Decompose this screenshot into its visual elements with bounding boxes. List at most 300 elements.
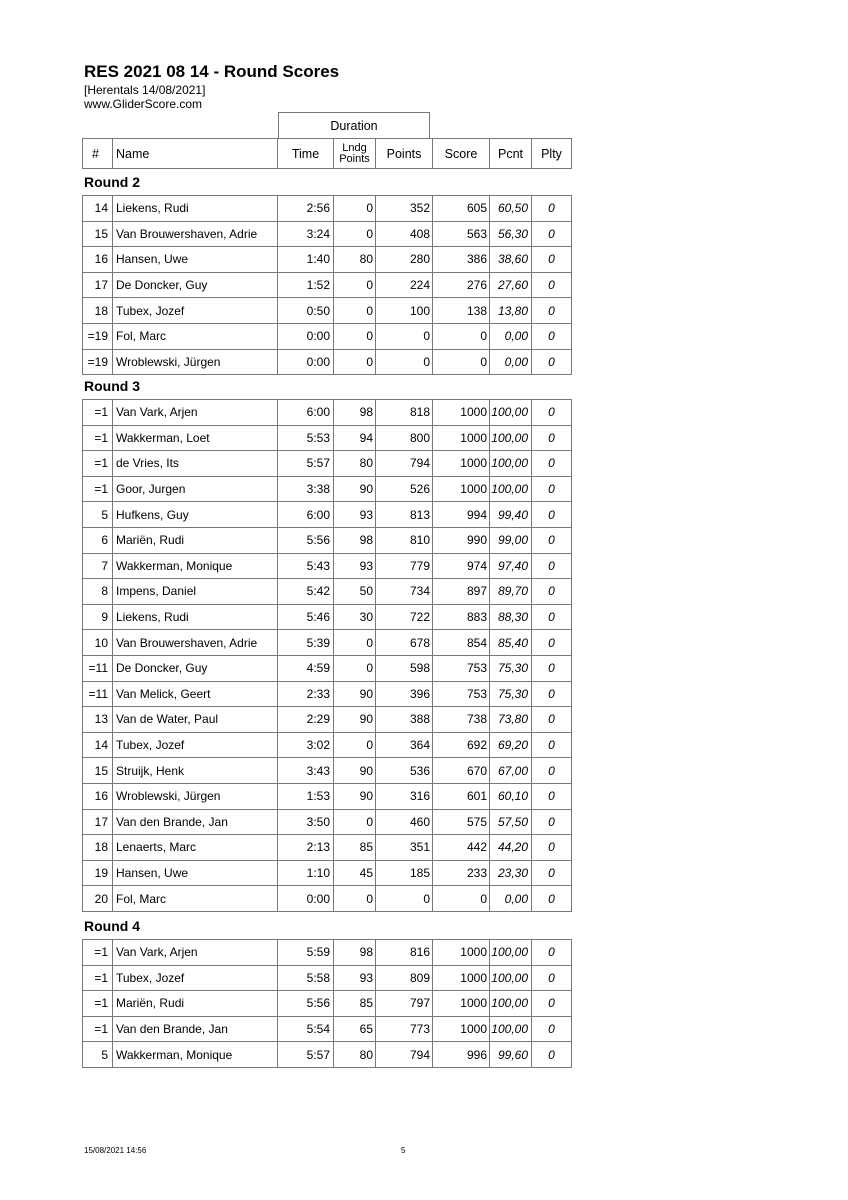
table-row xyxy=(83,451,572,477)
landing-points-cell: 85 xyxy=(334,991,376,1017)
name-cell: Wakkerman, Loet xyxy=(113,425,278,451)
rank-cell: 18 xyxy=(83,835,113,861)
points-cell: 536 xyxy=(376,758,433,784)
penalty-cell: 0 xyxy=(532,604,572,630)
landing-points-cell: 50 xyxy=(334,579,376,605)
time-cell: 0:00 xyxy=(278,886,334,912)
score-cell: 996 xyxy=(433,1042,490,1068)
round-label: Round 3 xyxy=(84,378,140,394)
percent-cell: 100,00 xyxy=(490,1016,532,1042)
penalty-cell: 0 xyxy=(532,732,572,758)
table-row xyxy=(83,502,572,528)
name-cell: Wroblewski, Jürgen xyxy=(113,783,278,809)
percent-cell: 56,30 xyxy=(490,221,532,247)
points-cell: 0 xyxy=(376,349,433,375)
score-cell: 605 xyxy=(433,196,490,222)
percent-cell: 100,00 xyxy=(490,425,532,451)
score-cell: 1000 xyxy=(433,425,490,451)
landing-points-cell: 93 xyxy=(334,553,376,579)
time-cell: 5:56 xyxy=(278,991,334,1017)
time-cell: 5:59 xyxy=(278,940,334,966)
time-cell: 2:33 xyxy=(278,681,334,707)
table-row xyxy=(83,349,572,375)
landing-points-cell: 90 xyxy=(334,707,376,733)
name-cell: Mariën, Rudi xyxy=(113,991,278,1017)
penalty-cell: 0 xyxy=(532,221,572,247)
round-label: Round 2 xyxy=(84,174,140,190)
percent-cell: 69,20 xyxy=(490,732,532,758)
percent-cell: 88,30 xyxy=(490,604,532,630)
landing-points-cell: 98 xyxy=(334,940,376,966)
penalty-cell: 0 xyxy=(532,196,572,222)
landing-points-cell: 98 xyxy=(334,527,376,553)
col-time-header: Time xyxy=(278,139,334,169)
table-row xyxy=(83,783,572,809)
table-row xyxy=(83,860,572,886)
points-cell: 794 xyxy=(376,1042,433,1068)
event-subtitle: [Herentals 14/08/2021] xyxy=(84,83,206,97)
points-cell: 598 xyxy=(376,655,433,681)
score-cell: 1000 xyxy=(433,476,490,502)
penalty-cell: 0 xyxy=(532,681,572,707)
time-cell: 1:40 xyxy=(278,247,334,273)
rank-cell: =1 xyxy=(83,400,113,426)
name-cell: Lenaerts, Marc xyxy=(113,835,278,861)
landing-points-cell: 93 xyxy=(334,965,376,991)
points-cell: 351 xyxy=(376,835,433,861)
points-cell: 316 xyxy=(376,783,433,809)
penalty-cell: 0 xyxy=(532,400,572,426)
landing-points-cell: 0 xyxy=(334,323,376,349)
table-row xyxy=(83,758,572,784)
percent-cell: 85,40 xyxy=(490,630,532,656)
name-cell: Van Brouwershaven, Adrie xyxy=(113,630,278,656)
penalty-cell: 0 xyxy=(532,758,572,784)
name-cell: Van de Water, Paul xyxy=(113,707,278,733)
score-cell: 753 xyxy=(433,655,490,681)
table-row xyxy=(83,604,572,630)
col-lndg-line1: Lndg xyxy=(342,141,367,154)
name-cell: Goor, Jurgen xyxy=(113,476,278,502)
rank-cell: =19 xyxy=(83,349,113,375)
score-cell: 138 xyxy=(433,298,490,324)
percent-cell: 100,00 xyxy=(490,940,532,966)
landing-points-cell: 0 xyxy=(334,630,376,656)
percent-cell: 60,10 xyxy=(490,783,532,809)
points-cell: 816 xyxy=(376,940,433,966)
score-cell: 575 xyxy=(433,809,490,835)
table-row xyxy=(83,400,572,426)
landing-points-cell: 65 xyxy=(334,1016,376,1042)
rank-cell: =1 xyxy=(83,940,113,966)
table-row xyxy=(83,1016,572,1042)
score-cell: 1000 xyxy=(433,991,490,1017)
score-cell: 442 xyxy=(433,835,490,861)
name-cell: Van den Brande, Jan xyxy=(113,1016,278,1042)
name-cell: Wakkerman, Monique xyxy=(113,1042,278,1068)
round-table xyxy=(82,939,572,1068)
percent-cell: 13,80 xyxy=(490,298,532,324)
round-table xyxy=(82,195,572,375)
name-cell: Wroblewski, Jürgen xyxy=(113,349,278,375)
rank-cell: =1 xyxy=(83,965,113,991)
landing-points-cell: 0 xyxy=(334,886,376,912)
points-cell: 734 xyxy=(376,579,433,605)
percent-cell: 100,00 xyxy=(490,400,532,426)
round-table xyxy=(82,399,572,912)
landing-points-cell: 80 xyxy=(334,247,376,273)
percent-cell: 67,00 xyxy=(490,758,532,784)
score-cell: 974 xyxy=(433,553,490,579)
points-cell: 797 xyxy=(376,991,433,1017)
time-cell: 0:50 xyxy=(278,298,334,324)
rank-cell: =1 xyxy=(83,425,113,451)
rank-cell: 17 xyxy=(83,272,113,298)
score-cell: 1000 xyxy=(433,940,490,966)
table-row xyxy=(83,221,572,247)
landing-points-cell: 80 xyxy=(334,1042,376,1068)
table-row xyxy=(83,681,572,707)
penalty-cell: 0 xyxy=(532,425,572,451)
table-row xyxy=(83,527,572,553)
score-cell: 386 xyxy=(433,247,490,273)
penalty-cell: 0 xyxy=(532,579,572,605)
points-cell: 352 xyxy=(376,196,433,222)
landing-points-cell: 90 xyxy=(334,681,376,707)
penalty-cell: 0 xyxy=(532,630,572,656)
score-cell: 738 xyxy=(433,707,490,733)
name-cell: Van Vark, Arjen xyxy=(113,940,278,966)
penalty-cell: 0 xyxy=(532,965,572,991)
landing-points-cell: 90 xyxy=(334,476,376,502)
time-cell: 3:02 xyxy=(278,732,334,758)
points-cell: 0 xyxy=(376,323,433,349)
time-cell: 5:57 xyxy=(278,1042,334,1068)
time-cell: 5:58 xyxy=(278,965,334,991)
rank-cell: =1 xyxy=(83,451,113,477)
score-cell: 1000 xyxy=(433,451,490,477)
table-row xyxy=(83,1042,572,1068)
table-row xyxy=(83,323,572,349)
rank-cell: 14 xyxy=(83,196,113,222)
score-cell: 692 xyxy=(433,732,490,758)
penalty-cell: 0 xyxy=(532,860,572,886)
percent-cell: 100,00 xyxy=(490,476,532,502)
percent-cell: 100,00 xyxy=(490,451,532,477)
landing-points-cell: 0 xyxy=(334,732,376,758)
score-cell: 276 xyxy=(433,272,490,298)
points-cell: 0 xyxy=(376,886,433,912)
percent-cell: 89,70 xyxy=(490,579,532,605)
table-row xyxy=(83,965,572,991)
percent-cell: 23,30 xyxy=(490,860,532,886)
rank-cell: 8 xyxy=(83,579,113,605)
name-cell: Hansen, Uwe xyxy=(113,247,278,273)
score-cell: 0 xyxy=(433,349,490,375)
rank-cell: =11 xyxy=(83,681,113,707)
table-row xyxy=(83,196,572,222)
penalty-cell: 0 xyxy=(532,886,572,912)
points-cell: 678 xyxy=(376,630,433,656)
time-cell: 4:59 xyxy=(278,655,334,681)
score-cell: 854 xyxy=(433,630,490,656)
penalty-cell: 0 xyxy=(532,349,572,375)
percent-cell: 57,50 xyxy=(490,809,532,835)
points-cell: 779 xyxy=(376,553,433,579)
percent-cell: 97,40 xyxy=(490,553,532,579)
rank-cell: 7 xyxy=(83,553,113,579)
time-cell: 0:00 xyxy=(278,323,334,349)
points-cell: 224 xyxy=(376,272,433,298)
name-cell: Liekens, Rudi xyxy=(113,604,278,630)
table-row xyxy=(83,579,572,605)
duration-group-header: Duration xyxy=(278,112,430,138)
points-cell: 100 xyxy=(376,298,433,324)
table-row xyxy=(83,835,572,861)
time-cell: 3:24 xyxy=(278,221,334,247)
points-cell: 773 xyxy=(376,1016,433,1042)
penalty-cell: 0 xyxy=(532,1042,572,1068)
time-cell: 3:50 xyxy=(278,809,334,835)
score-cell: 670 xyxy=(433,758,490,784)
penalty-cell: 0 xyxy=(532,502,572,528)
percent-cell: 99,40 xyxy=(490,502,532,528)
rank-cell: =19 xyxy=(83,323,113,349)
score-cell: 1000 xyxy=(433,400,490,426)
landing-points-cell: 0 xyxy=(334,298,376,324)
points-cell: 722 xyxy=(376,604,433,630)
landing-points-cell: 85 xyxy=(334,835,376,861)
score-cell: 994 xyxy=(433,502,490,528)
points-cell: 280 xyxy=(376,247,433,273)
landing-points-cell: 0 xyxy=(334,349,376,375)
rank-cell: 15 xyxy=(83,758,113,784)
table-row xyxy=(83,630,572,656)
name-cell: Fol, Marc xyxy=(113,323,278,349)
landing-points-cell: 90 xyxy=(334,758,376,784)
time-cell: 1:53 xyxy=(278,783,334,809)
landing-points-cell: 0 xyxy=(334,221,376,247)
name-cell: Hansen, Uwe xyxy=(113,860,278,886)
rank-cell: 15 xyxy=(83,221,113,247)
percent-cell: 99,60 xyxy=(490,1042,532,1068)
percent-cell: 100,00 xyxy=(490,965,532,991)
table-row xyxy=(83,553,572,579)
score-cell: 1000 xyxy=(433,1016,490,1042)
round-label: Round 4 xyxy=(84,918,140,934)
penalty-cell: 0 xyxy=(532,655,572,681)
col-points-header: Points xyxy=(376,139,433,169)
rank-cell: 13 xyxy=(83,707,113,733)
landing-points-cell: 0 xyxy=(334,272,376,298)
score-cell: 601 xyxy=(433,783,490,809)
landing-points-cell: 0 xyxy=(334,655,376,681)
landing-points-cell: 98 xyxy=(334,400,376,426)
points-cell: 408 xyxy=(376,221,433,247)
name-cell: Van den Brande, Jan xyxy=(113,809,278,835)
time-cell: 5:46 xyxy=(278,604,334,630)
rank-cell: 17 xyxy=(83,809,113,835)
percent-cell: 27,60 xyxy=(490,272,532,298)
time-cell: 5:56 xyxy=(278,527,334,553)
table-row xyxy=(83,940,572,966)
time-cell: 1:10 xyxy=(278,860,334,886)
rank-cell: 16 xyxy=(83,783,113,809)
table-row xyxy=(83,707,572,733)
penalty-cell: 0 xyxy=(532,451,572,477)
penalty-cell: 0 xyxy=(532,991,572,1017)
name-cell: Van Melick, Geert xyxy=(113,681,278,707)
name-cell: De Doncker, Guy xyxy=(113,655,278,681)
table-row xyxy=(83,809,572,835)
percent-cell: 0,00 xyxy=(490,886,532,912)
page-title: RES 2021 08 14 - Round Scores xyxy=(84,62,340,81)
score-cell: 990 xyxy=(433,527,490,553)
rank-cell: 19 xyxy=(83,860,113,886)
percent-cell: 38,60 xyxy=(490,247,532,273)
time-cell: 2:56 xyxy=(278,196,334,222)
landing-points-cell: 0 xyxy=(334,809,376,835)
website-link: www.GliderScore.com xyxy=(84,97,203,111)
rank-cell: 14 xyxy=(83,732,113,758)
time-cell: 2:29 xyxy=(278,707,334,733)
penalty-cell: 0 xyxy=(532,323,572,349)
landing-points-cell: 0 xyxy=(334,196,376,222)
points-cell: 364 xyxy=(376,732,433,758)
time-cell: 5:42 xyxy=(278,579,334,605)
table-row xyxy=(83,991,572,1017)
time-cell: 0:00 xyxy=(278,349,334,375)
score-cell: 897 xyxy=(433,579,490,605)
footer-date: 15/08/2021 14:56 xyxy=(84,1146,147,1155)
score-cell: 563 xyxy=(433,221,490,247)
penalty-cell: 0 xyxy=(532,476,572,502)
name-cell: De Doncker, Guy xyxy=(113,272,278,298)
landing-points-cell: 93 xyxy=(334,502,376,528)
penalty-cell: 0 xyxy=(532,272,572,298)
penalty-cell: 0 xyxy=(532,527,572,553)
page-number: 5 xyxy=(401,1146,406,1155)
rank-cell: 6 xyxy=(83,527,113,553)
col-plty-header: Plty xyxy=(532,139,572,169)
percent-cell: 99,00 xyxy=(490,527,532,553)
penalty-cell: 0 xyxy=(532,247,572,273)
points-cell: 809 xyxy=(376,965,433,991)
points-cell: 388 xyxy=(376,707,433,733)
percent-cell: 60,50 xyxy=(490,196,532,222)
time-cell: 3:43 xyxy=(278,758,334,784)
percent-cell: 75,30 xyxy=(490,681,532,707)
table-row xyxy=(83,476,572,502)
percent-cell: 73,80 xyxy=(490,707,532,733)
score-cell: 753 xyxy=(433,681,490,707)
name-cell: Impens, Daniel xyxy=(113,579,278,605)
points-cell: 818 xyxy=(376,400,433,426)
table-row xyxy=(83,732,572,758)
col-lndg-line2: Points xyxy=(339,152,370,165)
name-cell: Tubex, Jozef xyxy=(113,965,278,991)
rank-cell: 16 xyxy=(83,247,113,273)
name-cell: Hufkens, Guy xyxy=(113,502,278,528)
time-cell: 1:52 xyxy=(278,272,334,298)
name-cell: Van Brouwershaven, Adrie xyxy=(113,221,278,247)
score-cell: 0 xyxy=(433,886,490,912)
percent-cell: 44,20 xyxy=(490,835,532,861)
name-cell: Tubex, Jozef xyxy=(113,732,278,758)
percent-cell: 0,00 xyxy=(490,323,532,349)
time-cell: 5:53 xyxy=(278,425,334,451)
table-row xyxy=(83,425,572,451)
landing-points-cell: 45 xyxy=(334,860,376,886)
table-row xyxy=(83,247,572,273)
time-cell: 6:00 xyxy=(278,400,334,426)
penalty-cell: 0 xyxy=(532,553,572,579)
points-cell: 800 xyxy=(376,425,433,451)
landing-points-cell: 30 xyxy=(334,604,376,630)
penalty-cell: 0 xyxy=(532,809,572,835)
score-cell: 883 xyxy=(433,604,490,630)
rank-cell: 5 xyxy=(83,502,113,528)
penalty-cell: 0 xyxy=(532,707,572,733)
table-row xyxy=(83,272,572,298)
rank-cell: 10 xyxy=(83,630,113,656)
percent-cell: 100,00 xyxy=(490,991,532,1017)
penalty-cell: 0 xyxy=(532,940,572,966)
rank-cell: =1 xyxy=(83,476,113,502)
score-cell: 1000 xyxy=(433,965,490,991)
time-cell: 6:00 xyxy=(278,502,334,528)
table-row xyxy=(83,298,572,324)
col-rank-header: # xyxy=(83,139,113,169)
time-cell: 5:39 xyxy=(278,630,334,656)
time-cell: 5:57 xyxy=(278,451,334,477)
name-cell: Tubex, Jozef xyxy=(113,298,278,324)
col-name-header: Name xyxy=(113,139,278,169)
time-cell: 5:43 xyxy=(278,553,334,579)
table-row xyxy=(83,655,572,681)
score-cell: 233 xyxy=(433,860,490,886)
points-cell: 185 xyxy=(376,860,433,886)
rank-cell: 5 xyxy=(83,1042,113,1068)
rank-cell: =1 xyxy=(83,1016,113,1042)
time-cell: 3:38 xyxy=(278,476,334,502)
name-cell: Fol, Marc xyxy=(113,886,278,912)
col-pcnt-header: Pcnt xyxy=(490,139,532,169)
rank-cell: 9 xyxy=(83,604,113,630)
col-score-header: Score xyxy=(433,139,490,169)
rank-cell: =1 xyxy=(83,991,113,1017)
column-header-table xyxy=(82,138,572,169)
points-cell: 813 xyxy=(376,502,433,528)
points-cell: 460 xyxy=(376,809,433,835)
name-cell: Van Vark, Arjen xyxy=(113,400,278,426)
penalty-cell: 0 xyxy=(532,835,572,861)
table-row xyxy=(83,886,572,912)
rank-cell: =11 xyxy=(83,655,113,681)
penalty-cell: 0 xyxy=(532,1016,572,1042)
name-cell: Liekens, Rudi xyxy=(113,196,278,222)
score-cell: 0 xyxy=(433,323,490,349)
points-cell: 794 xyxy=(376,451,433,477)
name-cell: Mariën, Rudi xyxy=(113,527,278,553)
penalty-cell: 0 xyxy=(532,783,572,809)
rank-cell: 20 xyxy=(83,886,113,912)
percent-cell: 0,00 xyxy=(490,349,532,375)
percent-cell: 75,30 xyxy=(490,655,532,681)
name-cell: de Vries, Its xyxy=(113,451,278,477)
penalty-cell: 0 xyxy=(532,298,572,324)
points-cell: 526 xyxy=(376,476,433,502)
